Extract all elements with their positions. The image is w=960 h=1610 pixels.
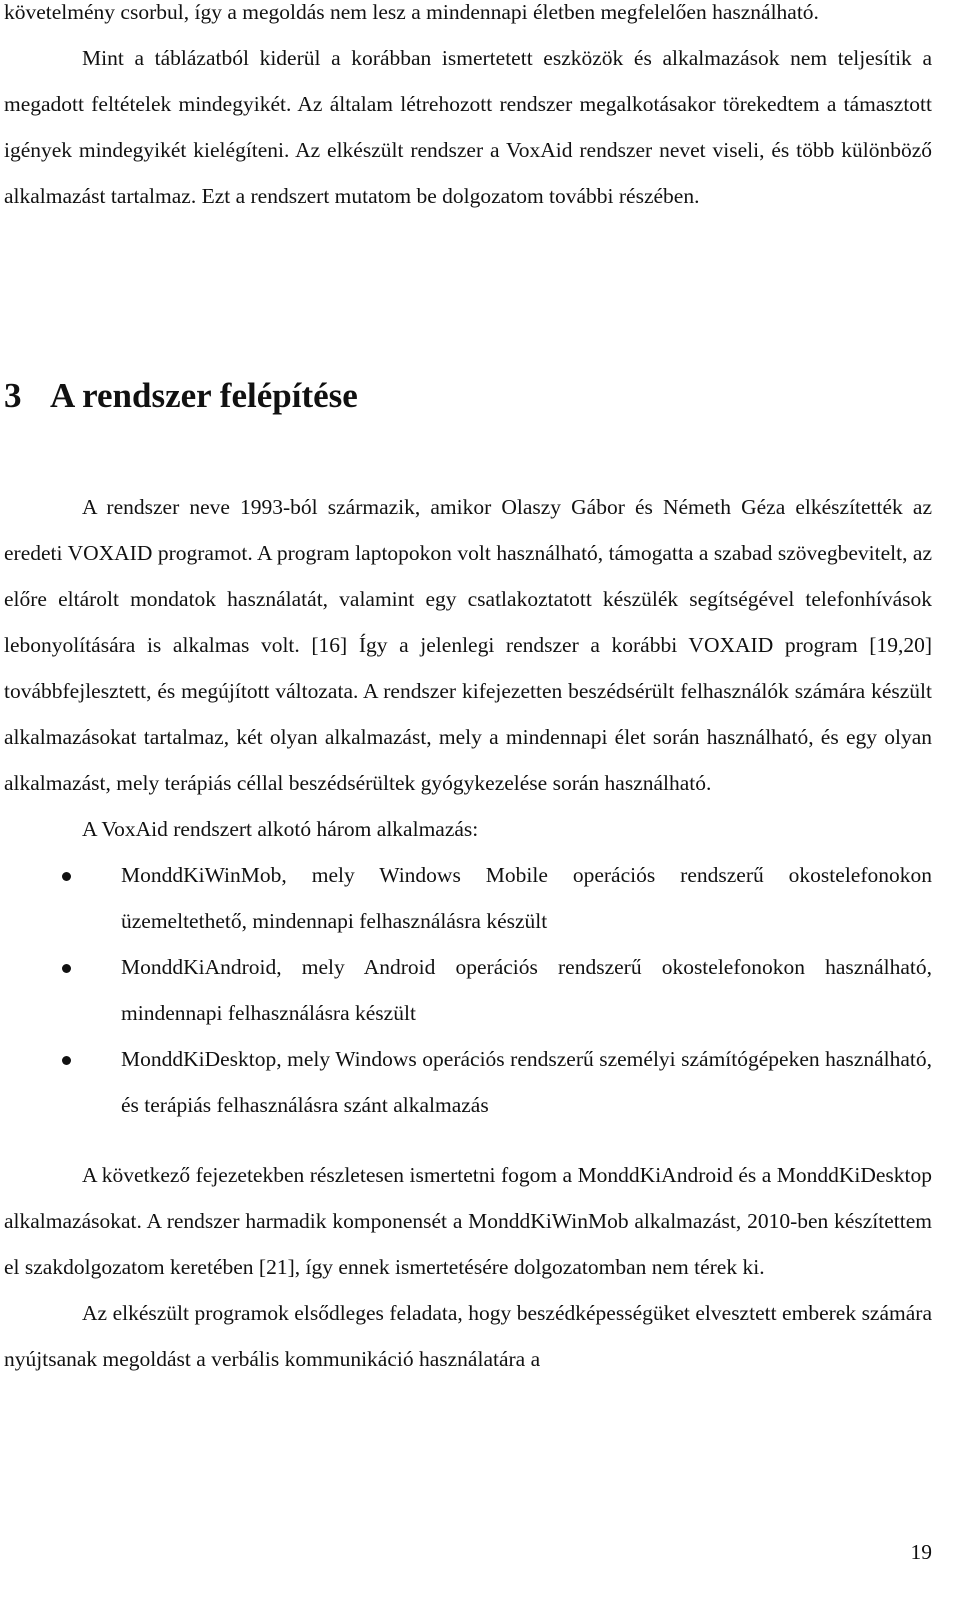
intro-paragraph-2: Mint a táblázatból kiderül a korábban ismertetett eszközök és alkalmazások nem teljesítik a megadott feltételek mindegyikét. Az általam létrehozott rendszer megalkotásakor törekedtem a támasztott igények mindegyikét kielégíteni. Az elkészült rendszer a VoxAid rendszer nevet viseli, és több különböző alkalmazást tartalmaz. Ezt a rendszert mutatom be dolgozatom további részében.	[4, 46, 932, 208]
list-item: MonddKiWinMob, mely Windows Mobile operációs rendszerű okostelefonokon üzemeltethető, mindennapi felhasználásra készült	[4, 852, 932, 944]
page-number: 19	[910, 1540, 932, 1564]
list-item: MonddKiAndroid, mely Android operációs rendszerű okostelefonokon használható, mindennapi felhasználásra készült	[4, 944, 932, 1036]
section-heading	[4, 366, 358, 426]
body-paragraph-1: A rendszer neve 1993-ból származik, amikor Olaszy Gábor és Németh Géza elkészítették az eredeti VOXAID programot. A program laptopokon volt használható, támogatta a szabad szövegbevitelt, az előre eltárolt mondatok használatát, valamint egy csatlakoztatott készülék segítségével telefonhívások lebonyolítására is alkalmas volt. [16] Így a jelenlegi rendszer a korábbi VOXAID program [19,20] továbbfejlesztett, és megújított változata. A rendszer kifejezetten beszédsérült felhasználók számára készült alkalmazásokat tartalmaz, két olyan alkalmazást, mely a mindennapi élet során használható, és egy olyan alkalmazást, mely terápiás céllal beszédsérültek gyógykezelése során használható.	[4, 495, 932, 795]
document-page	[4, 0, 932, 219]
list-item: MonddKiDesktop, mely Windows operációs rendszerű személyi számítógépeken használható, és terápiás felhasználásra szánt alkalmazás	[4, 1036, 932, 1128]
body-paragraph-3: Az elkészült programok elsődleges feladata, hogy beszédképességüket elvesztett emberek számára nyújtsanak megoldást a verbális kommunikáció használatára a	[4, 1301, 932, 1371]
bullet-icon	[62, 1056, 71, 1065]
section-body	[4, 484, 932, 1382]
bullet-icon	[62, 964, 71, 973]
body-paragraph-2: A következő fejezetekben részletesen ismertetni fogom a MonddKiAndroid és a MonddKiDesktop alkalmazásokat. A rendszer harmadik komponensét a MonddKiWinMob alkalmazást, 2010-ben készítettem el szakdolgozatom keretében [21], így ennek ismertetésére dolgozatomban nem térek ki.	[4, 1163, 932, 1279]
section-number: 3	[4, 376, 22, 415]
list-intro: A VoxAid rendszert alkotó három alkalmazás:	[82, 817, 479, 841]
bullet-icon	[62, 872, 71, 881]
intro-paragraph-1: követelmény csorbul, így a megoldás nem lesz a mindennapi életben megfelelően használható.	[4, 0, 819, 24]
application-list	[4, 852, 932, 1128]
section-title: A rendszer felépítése	[50, 376, 358, 415]
